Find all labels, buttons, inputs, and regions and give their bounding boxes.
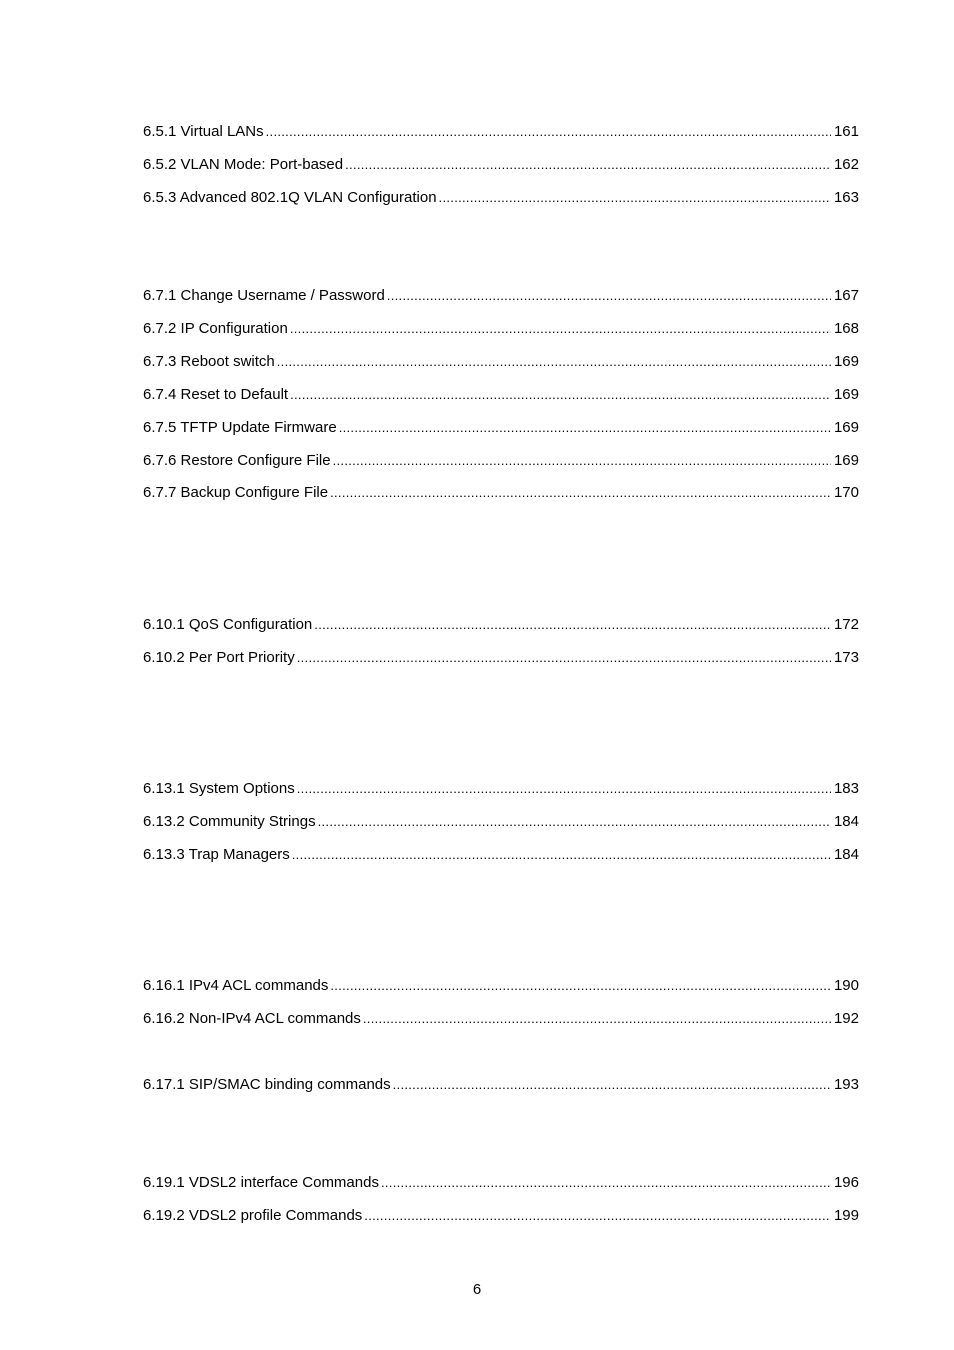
toc-entry xyxy=(143,1075,859,1095)
toc-entry xyxy=(143,188,859,208)
dot-leader xyxy=(345,155,831,175)
toc-entry xyxy=(143,155,859,175)
toc-entry-title: 6.5.3 Advanced 802.1Q VLAN Configuration xyxy=(143,189,437,206)
dot-leader xyxy=(318,812,831,832)
dot-leader xyxy=(330,483,831,503)
toc-entry-page: 167 xyxy=(833,287,859,304)
dot-leader xyxy=(333,451,831,471)
toc-entry-page: 163 xyxy=(833,189,859,206)
toc-entry xyxy=(143,1009,859,1029)
toc-entry-page: 173 xyxy=(833,649,859,666)
toc-entry xyxy=(143,1206,859,1226)
toc-entry xyxy=(143,319,859,339)
toc-entry-page: 184 xyxy=(833,846,859,863)
toc-entry xyxy=(143,451,859,471)
toc-entry-page: 169 xyxy=(833,353,859,370)
toc-entry-title: 6.13.1 System Options xyxy=(143,780,295,797)
toc-entry-page: 172 xyxy=(833,616,859,633)
toc-entry-title: 6.7.4 Reset to Default xyxy=(143,386,289,403)
toc-entry xyxy=(143,812,859,832)
toc-entry xyxy=(143,418,859,438)
toc-entry-title: 6.10.2 Per Port Priority xyxy=(143,649,295,666)
toc-entry xyxy=(143,286,859,306)
dot-leader xyxy=(439,188,831,208)
toc-entry-title: 6.19.2 VDSL2 profile Commands xyxy=(143,1207,363,1224)
toc-entry xyxy=(143,483,859,503)
toc-entry xyxy=(143,1173,859,1193)
toc-entry-title: 6.16.2 Non-IPv4 ACL commands xyxy=(143,1010,361,1027)
dot-leader xyxy=(381,1173,831,1193)
toc-entry xyxy=(143,122,859,142)
toc-entry xyxy=(143,976,859,996)
toc-entry-page: 169 xyxy=(833,452,859,469)
toc-entry-page: 168 xyxy=(833,320,859,337)
toc-entry-title: 6.16.1 IPv4 ACL commands xyxy=(143,977,329,994)
toc-entry-page: 199 xyxy=(833,1207,859,1224)
toc-entry-page: 192 xyxy=(833,1010,859,1027)
toc-entry-page: 161 xyxy=(833,123,859,140)
dot-leader xyxy=(393,1075,831,1095)
toc-entry-title: 6.10.1 QoS Configuration xyxy=(143,616,313,633)
toc-entry-title: 6.7.6 Restore Configure File xyxy=(143,452,331,469)
toc-entry-page: 162 xyxy=(833,156,859,173)
toc-entry-page: 193 xyxy=(833,1076,859,1093)
dot-leader xyxy=(364,1206,831,1226)
toc-entry-page: 169 xyxy=(833,419,859,436)
toc-entry xyxy=(143,845,859,865)
dot-leader xyxy=(330,976,831,996)
toc-entry-page: 183 xyxy=(833,780,859,797)
toc-entry-page: 196 xyxy=(833,1174,859,1191)
toc-entry-title: 6.17.1 SIP/SMAC binding commands xyxy=(143,1076,391,1093)
toc-entry-title: 6.13.2 Community Strings xyxy=(143,813,316,830)
toc-entry-title: 6.5.2 VLAN Mode: Port-based xyxy=(143,156,344,173)
toc-entry-title: 6.7.7 Backup Configure File xyxy=(143,484,329,501)
toc-entry-page: 169 xyxy=(833,386,859,403)
dot-leader xyxy=(297,648,831,668)
toc-entry-page: 184 xyxy=(833,813,859,830)
toc-entry-title: 6.7.2 IP Configuration xyxy=(143,320,288,337)
toc-entry-page: 190 xyxy=(833,977,859,994)
page-number: 6 xyxy=(472,1281,482,1298)
dot-leader xyxy=(314,615,831,635)
dot-leader xyxy=(277,352,831,372)
dot-leader xyxy=(290,385,831,405)
dot-leader xyxy=(292,845,831,865)
toc-entry-title: 6.7.5 TFTP Update Firmware xyxy=(143,419,337,436)
dot-leader xyxy=(363,1009,831,1029)
dot-leader xyxy=(290,319,831,339)
dot-leader xyxy=(339,418,831,438)
toc-entry xyxy=(143,385,859,405)
toc-entry-title: 6.13.3 Trap Managers xyxy=(143,846,290,863)
toc-entry xyxy=(143,648,859,668)
toc-entry xyxy=(143,615,859,635)
toc-entry-page: 170 xyxy=(833,484,859,501)
toc-entry-title: 6.7.1 Change Username / Password xyxy=(143,287,385,304)
dot-leader xyxy=(297,779,831,799)
toc-entry-title: 6.7.3 Reboot switch xyxy=(143,353,275,370)
toc-entry-title: 6.19.1 VDSL2 interface Commands xyxy=(143,1174,379,1191)
dot-leader xyxy=(387,286,831,306)
dot-leader xyxy=(266,122,831,142)
toc-entry-title: 6.5.1 Virtual LANs xyxy=(143,123,264,140)
toc-entry xyxy=(143,779,859,799)
toc-entry xyxy=(143,352,859,372)
